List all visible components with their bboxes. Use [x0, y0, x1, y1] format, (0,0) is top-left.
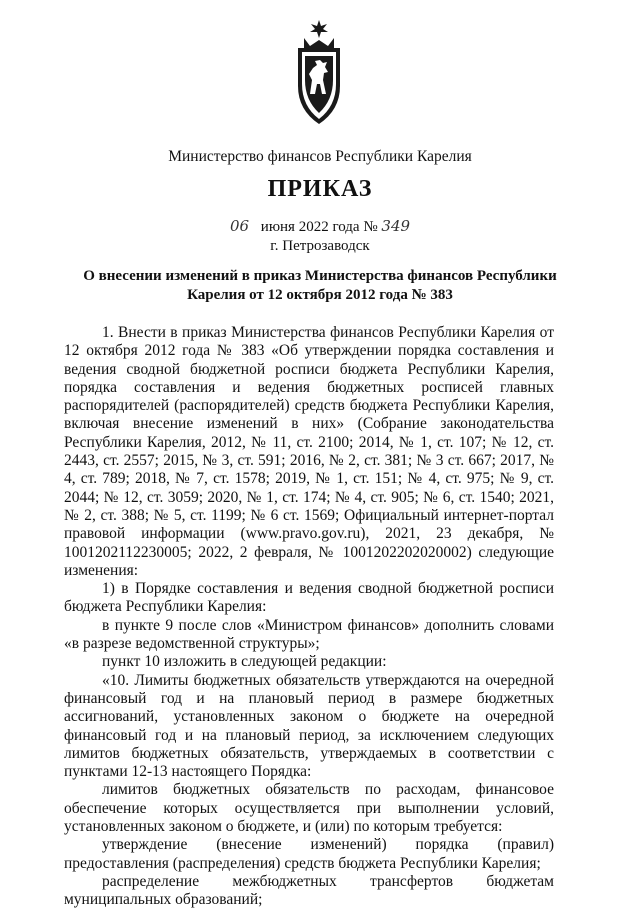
paragraph-5: «10. Лимиты бюджетных обязательств утверждаются на очередной финансовый год и на плановый период в размере бюджетных ассигнований, установленных законом о бюджете на очередной финансовый год и на плановый период, за исключением следующих лимитов бюджетных обязательств, утверждаемых в соответствии с пунктами 12-13 настоящего Порядка: [64, 671, 554, 781]
city-name: г. Петрозаводск [270, 238, 370, 254]
paragraph-1: 1. Внести в приказ Министерства финансов Республики Карелия от 12 октября 2012 года № 383 «Об утверждении порядка составления и ведения сводной бюджетной росписи бюджета Республики Карелия, порядка составления и ведения бюджетных росписей главных распорядителей (распорядителей) средств бюджета Республики Карелия, включая внесение изменений в них» (Собрание законодательства Республики Карелия, 2012, № 11, ст. 2100; 2014, № 1, ст. 107; № 12, ст. 2443, ст. 2557; 2015, № 3, ст. 591; 2016, № 2, ст. 381; № 3 ст. 667; 2017, № 4, ст. 789; 2018, № 7, ст. 1578; 2019, № 1, ст. 151; № 4, ст. 975; № 9, ст. 2044; № 12, ст. 3059; 2020, № 1, ст. 174; № 4, ст. 905; № 6, ст. 1540; 2021, № 2, ст. 388; № 5, ст. 1199; № 6 ст. 1569; Официальный интернет-портал правовой информации (www.pravo.gov.ru), 2021, 23 декабря, № 1001202112230005; 2022, 2 февраля, № 1001202202020002) следующие изменения: [64, 324, 554, 579]
date-line [0, 217, 640, 236]
document-title: ПРИКАЗ [267, 176, 373, 202]
paragraph-7: утверждение (внесение изменений) порядка (правил) предоставления (распределения) средств бюджета Республики Карелия; [64, 836, 554, 872]
date-day-handwritten: 06 [229, 217, 250, 235]
document-number-handwritten: 349 [381, 217, 411, 235]
paragraph-2: 1) в Порядке составления и ведения сводной бюджетной росписи бюджета Республики Карелия: [64, 580, 554, 616]
document-body [64, 324, 554, 910]
document-subject: О внесении изменений в приказ Министерства финансов Республики Карелия от 12 октября 2012 года № 383 [83, 268, 557, 303]
paragraph-4: пункт 10 изложить в следующей редакции: [102, 653, 387, 671]
ministry-name: Министерство финансов Республики Карелия [168, 148, 472, 165]
paragraph-6: лимитов бюджетных обязательств по расходам, финансовое обеспечение которых осуществляется при выполнении условий, установленных законом о бюджете, и (или) по которым требуется: [64, 781, 554, 836]
coat-of-arms-emblem [290, 18, 348, 126]
paragraph-8: распределение межбюджетных трансфертов бюджетам муниципальных образований; [64, 872, 554, 909]
paragraph-3: в пункте 9 после слов «Министром финансов» дополнить словами «в разрезе ведомственной структуры»; [64, 616, 554, 653]
date-text: июня 2022 года № [260, 219, 378, 235]
